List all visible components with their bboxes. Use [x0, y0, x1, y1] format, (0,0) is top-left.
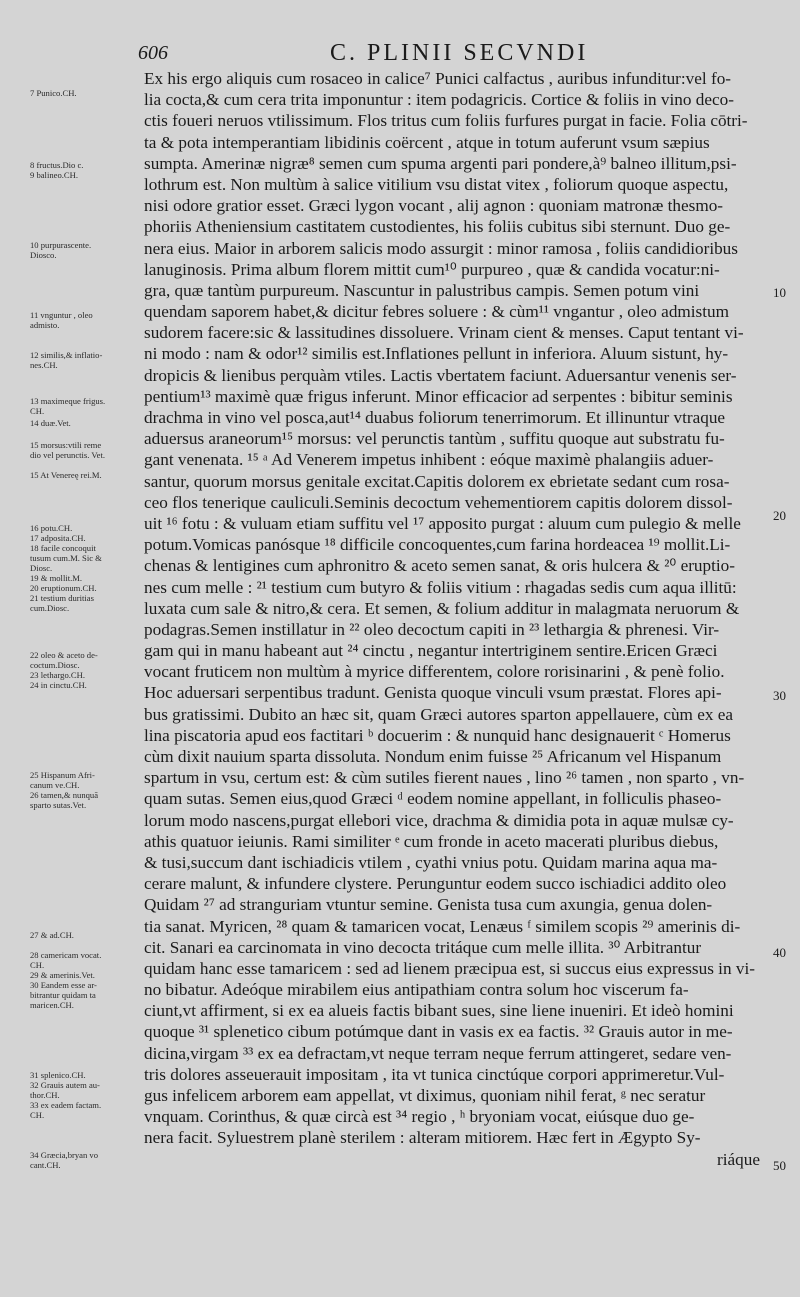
margin-note [30, 350, 142, 370]
margin-note-line: CH. [30, 406, 45, 416]
text-line: cùm dixit nauium sparta dissoluta. Nondum enim fuisse ²⁵ Africanum vel Hispanum [144, 747, 722, 766]
margin-note-line: 23 lethargo.CH. [30, 670, 85, 680]
text-line: lina piscatoria apud eos factitari ᵇ docuerim : & nunquid hanc designauerit ᶜ Homerus [144, 725, 731, 745]
margin-note [30, 523, 142, 613]
margin-note-line: 8 fructus.Dio c. [30, 160, 84, 170]
text-line: ctis foueri neruos vtilissimum. Flos tritus cum foliis furfures purgat in facie. Folia cōtri- [144, 111, 748, 131]
text-line: luxata cum sale & nitro,& cera. Et semen, & folium additur in malagmata neruorum & [144, 598, 740, 618]
margin-note-line: tusum cum.M. Sic & [30, 553, 102, 563]
text-line: & tusi,succum dant ischiadicis vtilem , cyathi vnius potu. Quidam marina aqua ma- [144, 852, 718, 872]
margin-note-line: 19 & mollit.M. [30, 573, 83, 583]
text-line: phoriis Atheniensium castitatem custodientes, his foliis cubitus sibi sternunt. Duo ge- [144, 217, 731, 237]
margin-note-line: maricen.CH. [30, 1000, 74, 1010]
margin-note [30, 950, 142, 1010]
text-line: quendam saporem habet,& dicitur febres soluere : & cùm¹¹ vngantur , oleo admistum [144, 302, 729, 322]
margin-note [30, 418, 142, 428]
text-line: bus gratissimi. Dubito an hæc sit, quam Græci autores sparton appellauere, cùm ex ea [144, 704, 733, 724]
text-line: nes cum melle : ²¹ testium cum butyro & foliis vitium : rhagadas sedis cum aqua illitū: [144, 577, 737, 597]
margin-note [30, 650, 142, 690]
margin-note-line: 21 testium duritias [30, 593, 94, 603]
text-line: athis quatuor ieiunis. Rami similiter ᵉ cum fronde in aceto macerati pluribus diebus, [144, 831, 719, 851]
text-line: dropicis & lienibus perquàm vtiles. Lactis vbertatem faciunt. Aduersantur venenis ser- [144, 365, 737, 385]
margin-note [30, 770, 142, 810]
text-line: cit. Sanari ea carcinomata in vino decocta tritáque cum melle illita. ³⁰ Arbitrantur [144, 937, 702, 957]
margin-note-line: canum ve.CH. [30, 780, 80, 790]
margin-note-line: 25 Hispanum Afri- [30, 770, 95, 780]
margin-note-line: Diosco. [30, 250, 57, 260]
margin-note [30, 440, 142, 460]
text-line: santur, quorum morsus genitale excitat.Capitis dolorem ex ebrietate sedant cum rosa- [144, 471, 730, 491]
margin-note-line: dio vel perunctis. Vet. [30, 450, 106, 460]
margin-note-line: 33 ex eadem factam. [30, 1100, 102, 1110]
text-line: riáque [717, 1149, 760, 1169]
margin-note-line: 26 tamen,& nunquā [30, 790, 99, 800]
margin-note-line: cant.CH. [30, 1160, 61, 1170]
margin-note-line: CH. [30, 960, 45, 970]
text-line: quoque ³¹ splenetico cibum potúmque dant in vasis ex ea factis. ³² Grauis autor in me- [144, 1022, 733, 1042]
line-number: 50 [773, 1158, 786, 1173]
margin-note-line: 22 oleo & aceto de- [30, 650, 98, 660]
margin-note-line: thor.CH. [30, 1090, 60, 1100]
line-number: 30 [773, 688, 786, 703]
margin-note [30, 160, 142, 180]
text-line: nera eius. Maior in arborem salicis modo assurgit : minor ramosa , foliis candidioribus [144, 238, 738, 258]
main-text-column [144, 68, 768, 1170]
margin-note-line: 18 facile concoquit [30, 543, 96, 553]
text-line: tris dolores asseuerauit impositam , ita vt tunica cinctúque corpori apprimeretur.Vul- [144, 1064, 725, 1084]
margin-note-line: cum.Diosc. [30, 603, 70, 613]
margin-note [30, 1070, 142, 1120]
text-line: cerare malunt, & infundere clystere. Perunguntur eodem succo ischiadici addito oleo [144, 874, 727, 894]
margin-note [30, 240, 142, 260]
margin-note-line: bitrantur quidam ta [30, 990, 96, 1000]
text-line: podagras.Semen instillatur in ²² oleo decoctum capiti in ²³ lethargia & phrenesi. Vir- [144, 619, 720, 639]
line-number: 10 [773, 285, 786, 300]
margin-note-line: nes.CH. [30, 360, 58, 370]
text-line: ceo flos tenerique cauliculi.Seminis decoctum vehementiorem capitis dolorem dissol- [144, 492, 733, 512]
text-line: lia cocta,& cum cera trita imponuntur : item podagricis. Cortice & foliis in vino deco- [144, 90, 734, 110]
text-line: quidam hanc esse tamaricem : sed ad lienem præcipua est, si succus eius expressus in vi- [144, 958, 755, 978]
margin-note [30, 930, 142, 940]
text-line: tia sanat. Myricen, ²⁸ quam & tamaricen vocat, Lenæus ᶠ similem scopis ²⁹ amerinis di- [144, 916, 741, 936]
text-line: uit ¹⁶ fotu : & vuluam etiam suffitu vel ¹⁷ apposito purgat : aluum cum pulegio & melle [144, 513, 741, 533]
text-line: lothrum est. Non multùm à salice vitilium vsu distat vitex , foliorum quoque aspectu, [144, 174, 729, 194]
text-line: aduersus araneorum¹⁵ morsus: vel perunctis tantùm , suffitu quoque aut substratu fu- [144, 429, 725, 449]
margin-note [30, 88, 142, 98]
text-line: drachma in vino vel posca,aut¹⁴ duabus foliorum tenerrimorum. Et illinuntur vtraque [144, 408, 726, 427]
margin-note-line: 28 camericam vocat. [30, 950, 102, 960]
margin-note-line: 29 & amerinis.Vet. [30, 970, 95, 980]
text-line: nisi odore gratior esset. Græci lygon vocant , alij agnon : quoniam matronæ thesmo- [144, 196, 724, 216]
text-line: nera facit. Syluestrem planè sterilem : alteram mitiorem. Hæc fert in Ægypto Sy- [144, 1128, 701, 1148]
margin-note-line: 14 duæ.Vet. [30, 418, 71, 428]
margin-note-line: admisto. [30, 320, 60, 330]
text-line: ni modo : nam & odor¹² similis est.Inflationes pellunt in inferiora. Aluum sistunt, hy- [144, 344, 729, 364]
text-line: lorum modo nascens,purgat ellebori vice, drachma & dimidia pota in aquæ mulsæ cy- [144, 810, 734, 830]
text-line: gus infelicem arborem eam appellat, vt diximus, quoniam nihil ferat, ᵍ nec seratur [144, 1086, 706, 1105]
text-line: potum.Vomicas panósque ¹⁸ difficile concoquentes,cum farina hordeacea ¹⁹ mollit.Li- [144, 535, 731, 555]
text-line: sumpta. Amerinæ nigræ⁸ semen cum spuma argenti pari pondere,à⁹ balneo illitum,psi- [144, 153, 737, 173]
line-number: 40 [773, 945, 786, 960]
text-line: lanuginosis. Prima album florem mittit cum¹⁰ purpureo , quæ & candida vocatur:ni- [144, 259, 720, 279]
margin-note-line: 31 splenico.CH. [30, 1070, 86, 1080]
margin-note-line: Diosc. [30, 563, 53, 573]
margin-note-line: 30 Eandem esse ar- [30, 980, 97, 990]
text-line: Ex his ergo aliquis cum rosaceo in calice⁷ Punici calfactus , auribus infunditur:vel fo- [144, 69, 732, 88]
margin-note [30, 470, 142, 480]
page-number: 606 [138, 42, 168, 64]
margin-note-line: 34 Græcia,bryan vo [30, 1150, 99, 1160]
margin-note-line: 10 purpurascente. [30, 240, 92, 250]
text-line: ciunt,vt affirment, si ex ea alueis factis bibant sues, sine liene inueniri. Et ideò homini [144, 1001, 734, 1021]
margin-note-line: 11 vnguntur , oleo [30, 310, 93, 320]
text-line: pentium¹³ maximè quæ frigus inferunt. Minor efficacior ad serpentes : bibitur seminis [144, 386, 733, 406]
margin-note-line: 15 morsus:vtili reme [30, 440, 102, 450]
margin-note-line: 12 similis,& inflatio- [30, 350, 103, 360]
margin-note-line: 15 At Venereę rei.M. [30, 470, 102, 480]
margin-note-line: 27 & ad.CH. [30, 930, 74, 940]
text-line: Quidam ²⁷ ad stranguriam vtuntur semine. Genista tusa cum axungia, genua dolen- [144, 895, 713, 915]
margin-note-line: coctum.Diosc. [30, 660, 80, 670]
text-line: vocant fruticem non multùm à myrice differentem, colore rorisinarini , & penè folio. [144, 662, 725, 682]
line-number: 20 [773, 508, 786, 523]
text-line: quam sutas. Semen eius,quod Græci ᵈ eodem nomine appellant, in folliculis phaseo- [144, 789, 722, 809]
margin-note-line: sparto sutas.Vet. [30, 800, 87, 810]
margin-note-line: 20 eruptionum.CH. [30, 583, 97, 593]
margin-note-line: 13 maximeque frigus. [30, 396, 106, 406]
text-line: no bibatur. Adeóque mirabilem eius antipathiam contra solum hoc viscerum fa- [144, 980, 689, 1000]
text-line: dicina,virgam ³³ ex ea defractam,vt neque terram neque ferrum attingeret, sedare ven- [144, 1043, 732, 1063]
text-line: spartum in vsu, certum est: & cùm sutiles fierent naues , lino ²⁶ tamen , non sparto , vn- [144, 768, 745, 788]
page-header [0, 38, 800, 70]
text-line: chenas & lentigines cum aphronitro & aceto semen sanat, & oris hulcera & ²⁰ eruptio- [144, 556, 735, 576]
margin-note-line: 16 potu.CH. [30, 523, 73, 533]
running-title: C. PLINII SECVNDI [330, 40, 589, 66]
text-line: vnquam. Corinthus, & quæ circà est ³⁴ regio , ʰ bryoniam vocat, eiúsque duo ge- [144, 1107, 695, 1127]
margin-note-line: 9 balineo.CH. [30, 170, 78, 180]
text-line: gam qui in manu habeant aut ²⁴ cinctu , negantur intertriginem sentire.Ericen Græci [144, 641, 718, 661]
margin-note-line: CH. [30, 1110, 45, 1120]
margin-note [30, 310, 142, 330]
text-line: Hoc aduersari serpentibus tradunt. Genista quoque vinculi vsum præstat. Flores api- [144, 683, 722, 703]
margin-note [30, 1150, 142, 1170]
margin-note-line: 32 Grauis autem au- [30, 1080, 100, 1090]
margin-note-line: 7 Punico.CH. [30, 88, 77, 98]
text-line: ta & pota intemperantiam libidinis coërcent , atque in totum auferunt vsum sæpius [144, 132, 710, 152]
margin-note-line: 24 in cinctu.CH. [30, 680, 87, 690]
text-line: sudorem facere:sic & lassitudines dissoluere. Vrinam cient & menses. Caput tentant vi- [144, 323, 744, 343]
margin-note [30, 396, 142, 416]
margin-note-line: 17 adposita.CH. [30, 533, 86, 543]
text-line: gant venenata. ¹⁵ ᵃ Ad Venerem impetus inhibent : eóque maximè phalangiis aduer- [144, 450, 714, 470]
text-line: gra, quæ tantùm purpureum. Nascuntur in palustribus campis. Semen potum vini [144, 280, 700, 300]
